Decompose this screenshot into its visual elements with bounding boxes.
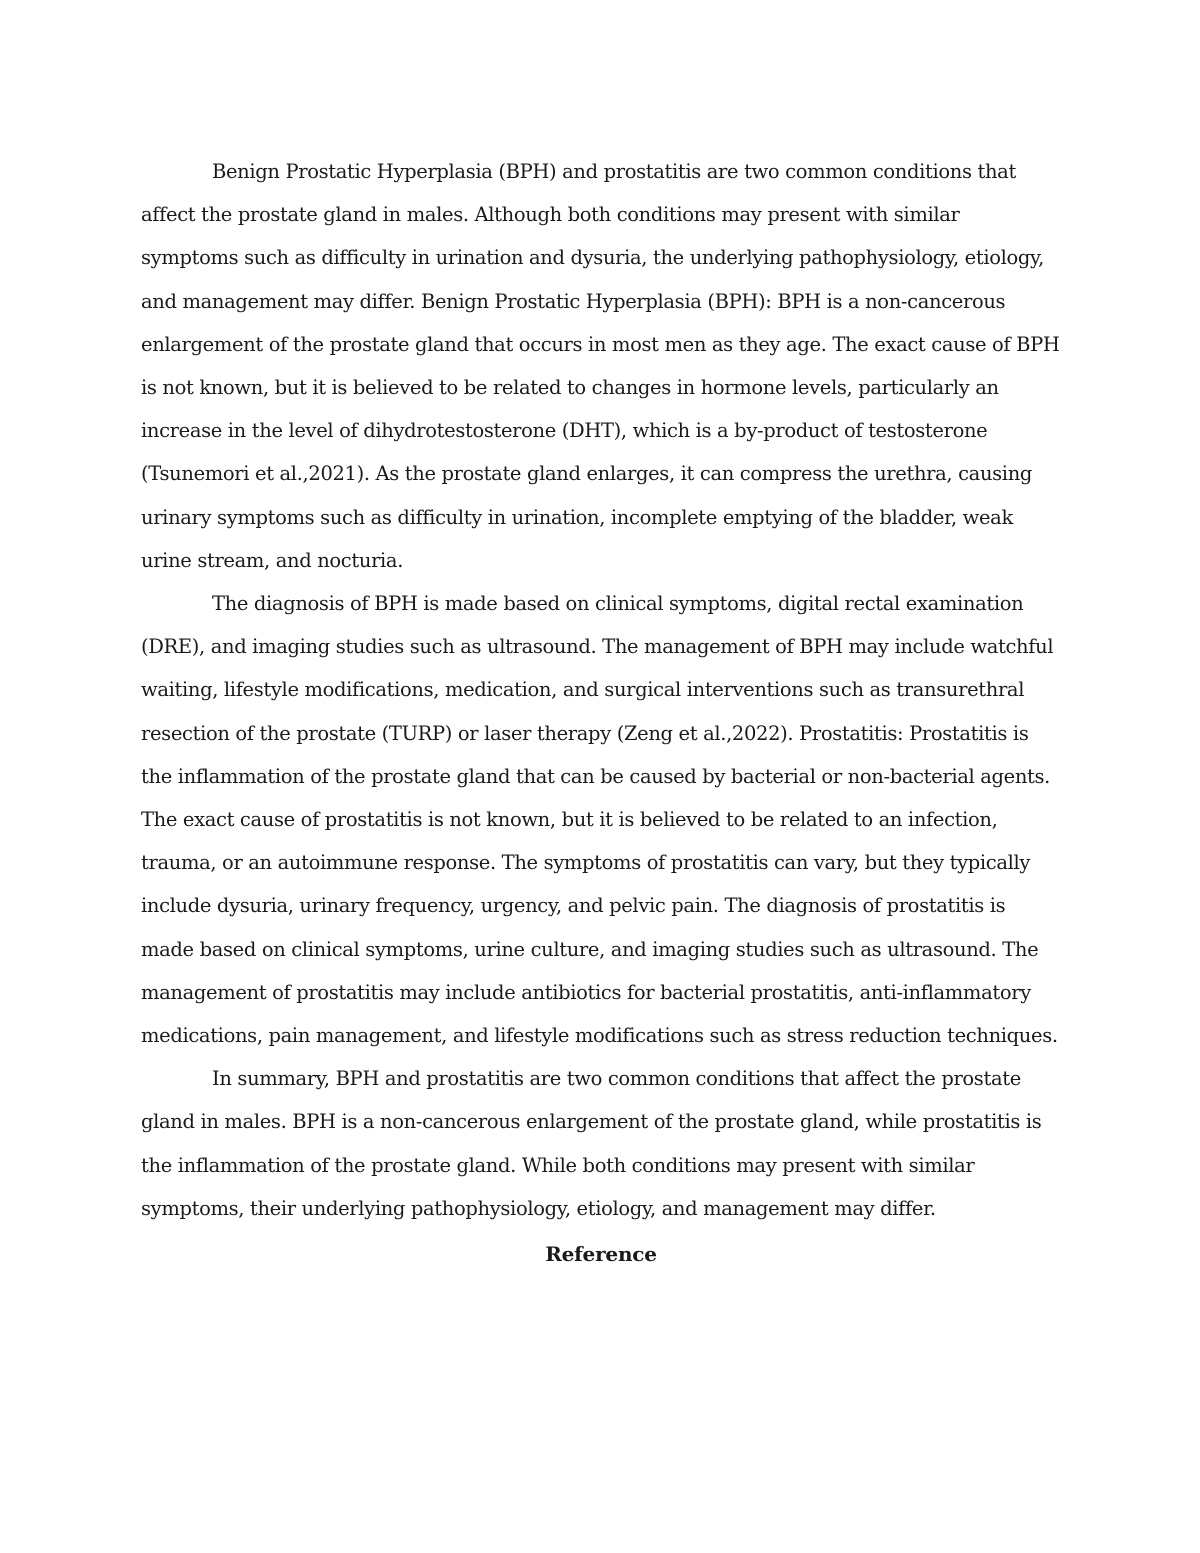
reference-heading: Reference <box>545 1242 657 1267</box>
document-page <box>141 150 1061 1276</box>
paragraph-bph-overview: Benign Prostatic Hyperplasia (BPH) and prostatitis are two common conditions that affect the prostate gland in males. Although both conditions may present with similar symptoms such as difficulty in urination and dysuria, the underlying pathophysiology, etiology, and management may differ. Benign Prostatic Hyperplasia (BPH): BPH is a non-cancerous enlargement of the prostate gland that occurs in most men as they age. The exact cause of BPH is not known, but it is believed to be related to changes in hormone levels, particularly an increase in the level of dihydrotestosterone (DHT), which is a by-product of testosterone (Tsunemori et al.,2021). As the prostate gland enlarges, it can compress the urethra, causing urinary symptoms such as difficulty in urination, incomplete emptying of the bladder, weak urine stream, and nocturia. <box>141 160 1060 572</box>
paragraph-diagnosis-and-prostatitis: The diagnosis of BPH is made based on clinical symptoms, digital rectal examination (DRE), and imaging studies such as ultrasound. The management of BPH may include watchful waiting, lifestyle modifications, medication, and surgical interventions such as transurethral resection of the prostate (TURP) or laser therapy (Zeng et al.,2022). Prostatitis: Prostatitis is the inflammation of the prostate gland that can be caused by bacterial or non-bacterial agents. The exact cause of prostatitis is not known, but it is believed to be related to an infection, trauma, or an autoimmune response. The symptoms of prostatitis can vary, but they typically include dysuria, urinary frequency, urgency, and pelvic pain. The diagnosis of prostatitis is made based on clinical symptoms, urine culture, and imaging studies such as ultrasound. The management of prostatitis may include antibiotics for bacterial prostatitis, anti-inflammatory medications, pain management, and lifestyle modifications such as stress reduction techniques. <box>141 592 1058 1048</box>
paragraph-summary: In summary, BPH and prostatitis are two common conditions that affect the prostate gland in males. BPH is a non-cancerous enlargement of the prostate gland, while prostatitis is the inflammation of the prostate gland. While both conditions may present with similar symptoms, their underlying pathophysiology, etiology, and management may differ. <box>141 1067 1042 1220</box>
